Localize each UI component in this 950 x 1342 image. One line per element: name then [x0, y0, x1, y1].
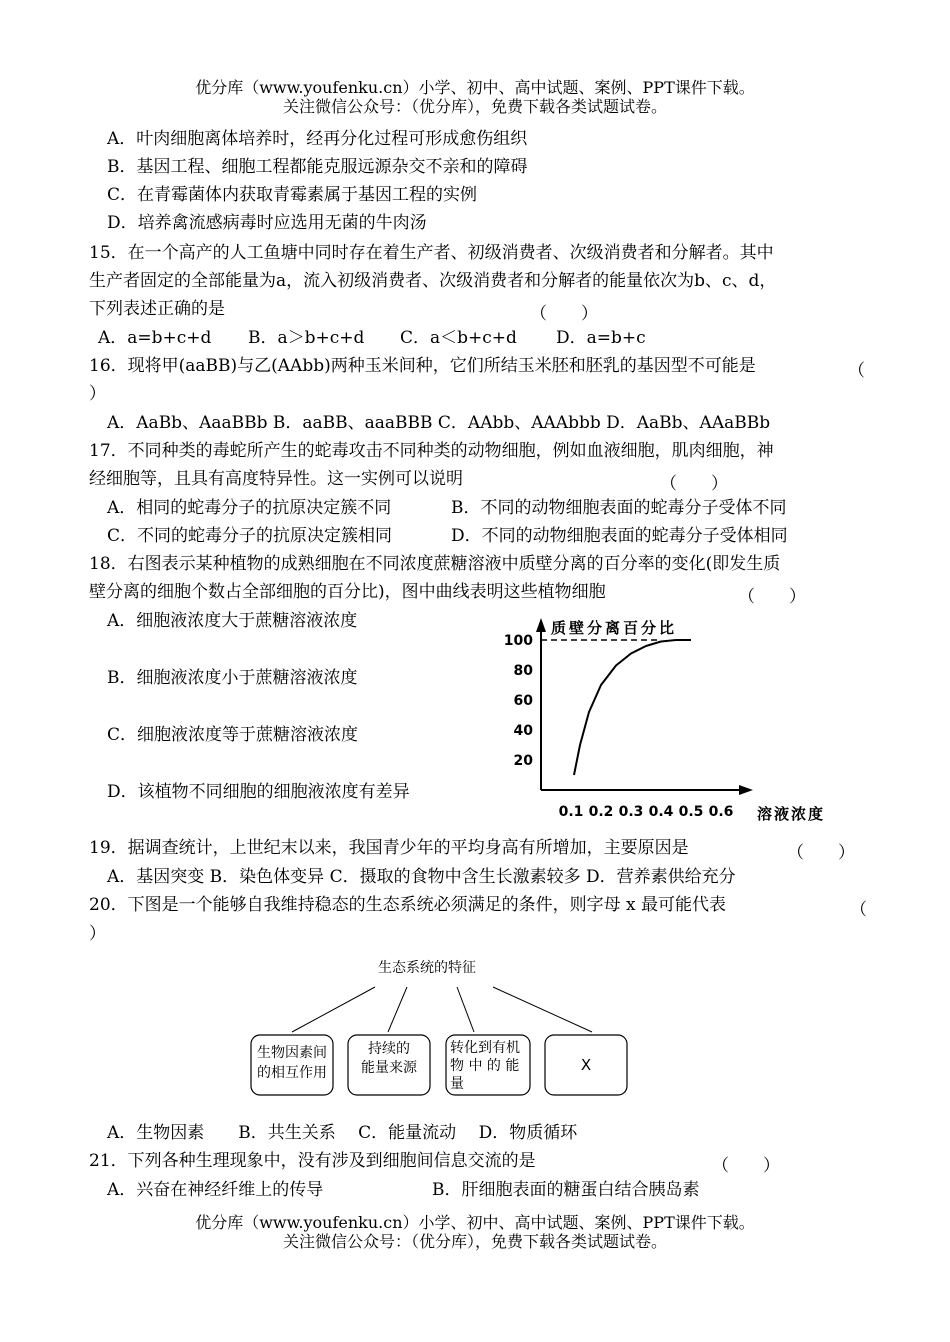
chart-series-line [574, 640, 691, 775]
q17-option-a: A．相同的蛇毒分子的抗原决定簇不同 [107, 498, 392, 518]
q18-option-a: A．细胞液浓度大于蔗糖溶液浓度 [107, 611, 358, 631]
diagram-box-x-label: X [580, 1056, 592, 1074]
header-line-2: 关注微信公众号：（优分库），免费下载各类试题试卷。 [282, 97, 667, 116]
footer-line-1: 优分库（www.youfenku.cn）小学、初中、高中试题、案例、PPT课件下载。 [195, 1213, 755, 1232]
q18-stem-line-2: 壁分离的细胞个数占全部细胞的百分比)，图中曲线表明这些植物细胞 [89, 582, 606, 602]
chart-x-tick-label: 0.1 [558, 804, 584, 820]
ecosystem-diagram [240, 950, 640, 1105]
q20-paren-close: ） [89, 924, 106, 944]
chart-y-tick-label: 80 [513, 663, 533, 679]
diagram-connector-3 [457, 987, 474, 1032]
header-line-1: 优分库（www.youfenku.cn）小学、初中、高中试题、案例、PPT课件下载。 [195, 78, 755, 97]
q16-paren-close: ） [89, 384, 106, 404]
q17-option-b: B．不同的动物细胞表面的蛇毒分子受体不同 [451, 498, 787, 518]
q19-options: A．基因突变 B．染色体变异 C．摄取的食物中含生长激素较多 D．营养素供给充分 [107, 867, 736, 887]
chart-axes [536, 618, 753, 795]
chart-y-ticks [504, 633, 533, 769]
q15-stem-line-1: 15．在一个高产的人工鱼塘中同时存在着生产者、初级消费者、次级消费者和分解者。其中 [89, 243, 774, 263]
q16-paren-open: （ [848, 361, 865, 381]
diagram-box-interaction-line-2: 的相互作用 [257, 1065, 327, 1081]
diagram-box-interaction-line-1: 生物因素间 [257, 1045, 327, 1061]
diagram-box-energy-source-line-1: 持续的 [368, 1041, 410, 1057]
diagram-box-organic-energy-line-1: 转化到有机 [450, 1040, 520, 1056]
q16-stem-line-1: 16．现将甲(aaBB)与乙(AAbb)两种玉米间种，它们所结玉米胚和胚乳的基因型不可能是 [89, 356, 756, 376]
q21-option-a: A．兴奋在神经纤维上的传导 [107, 1180, 324, 1200]
q15-option-a: A．a=b+c+d [98, 328, 212, 348]
q17-option-c: C．不同的蛇毒分子的抗原决定簇相同 [107, 526, 393, 546]
chart-x-tick-label: 0.3 [618, 804, 644, 820]
q17-stem-line-1: 17．不同种类的毒蛇所产生的蛇毒攻击不同种类的动物细胞，例如血液细胞，肌肉细胞，神 [89, 441, 774, 461]
q15-option-c: C．a＜b+c+d [400, 328, 517, 348]
q21-answer-paren: （ ） [712, 1156, 780, 1176]
chart-y-axis-label: 质壁分离百分比 [551, 619, 678, 637]
diagram-box-organic-energy-line-3: 量 [450, 1076, 464, 1092]
q15-stem-line-3: 下列表述正确的是 [89, 299, 225, 319]
chart-y-tick-label: 60 [513, 693, 533, 709]
diagram-root-label: 生态系统的特征 [378, 960, 476, 976]
q21-stem-line-1: 21．下列各种生理现象中，没有涉及到细胞间信息交流的是 [89, 1151, 536, 1171]
plasmolysis-chart [495, 612, 855, 830]
chart-series [541, 640, 691, 775]
q15-answer-paren: （ ） [530, 304, 598, 324]
q18-option-b: B．细胞液浓度小于蔗糖溶液浓度 [107, 668, 358, 688]
q19-stem-line-1: 19．据调查统计，上世纪末以来，我国青少年的平均身高有所增加，主要原因是 [89, 838, 689, 858]
q18-option-d: D．该植物不同细胞的细胞液浓度有差异 [107, 782, 410, 802]
chart-x-axis-label: 溶液浓度 [757, 805, 826, 823]
q15-stem-line-2: 生产者固定的全部能量为a，流入初级消费者、次级消费者和分解者的能量依次为b、c、d， [89, 271, 777, 291]
q18-answer-paren: （ ） [738, 587, 806, 607]
chart-x-axis-arrow [739, 785, 753, 795]
chart-y-tick-label: 20 [513, 753, 533, 769]
q14-option-c: C．在青霉菌体内获取青霉素属于基因工程的实例 [107, 185, 478, 205]
q14-option-b: B．基因工程、细胞工程都能克服远源杂交不亲和的障碍 [107, 157, 528, 177]
diagram-connector-1 [292, 987, 375, 1032]
diagram-connector-2 [388, 987, 407, 1032]
q20-paren-open: （ [850, 900, 867, 920]
diagram-box-energy-source-line-2: 能量来源 [361, 1060, 417, 1076]
q17-answer-paren: （ ） [660, 474, 728, 494]
chart-x-tick-label: 0.5 [678, 804, 704, 820]
chart-x-ticks [559, 804, 734, 820]
q17-option-d: D．不同的动物细胞表面的蛇毒分子受体相同 [451, 526, 788, 546]
chart-y-tick-label: 100 [503, 633, 533, 649]
q15-option-d: D．a=b+c [556, 328, 646, 348]
q15-option-b: B．a＞b+c+d [248, 328, 365, 348]
q14-option-d: D．培养禽流感病毒时应选用无菌的牛肉汤 [107, 213, 427, 233]
q18-stem-line-1: 18．右图表示某种植物的成熟细胞在不同浓度蔗糖溶液中质壁分离的百分率的变化(即发生质 [89, 554, 781, 574]
q14-option-a: A．叶肉细胞离体培养时，经再分化过程可形成愈伤组织 [107, 129, 528, 149]
q17-stem-line-2: 经细胞等，且具有高度特异性。这一实例可以说明 [89, 469, 463, 489]
q18-option-c: C．细胞液浓度等于蔗糖溶液浓度 [107, 725, 359, 745]
q19-answer-paren: （ ） [787, 843, 855, 863]
footer-line-2: 关注微信公众号：（优分库），免费下载各类试题试卷。 [282, 1232, 667, 1251]
chart-x-tick-label: 0.6 [708, 804, 734, 820]
chart-x-tick-label: 0.2 [588, 804, 614, 820]
q21-option-b: B．肝细胞表面的糖蛋白结合胰岛素 [432, 1180, 700, 1200]
diagram-connector-4 [493, 987, 592, 1032]
q16-options: A．AaBb、AaaBBb B．aaBB、aaaBBB C．AAbb、AAAbbb D．AaBb、AAaBBb [107, 413, 771, 433]
q20-options: A．生物因素 B．共生关系 C．能量流动 D．物质循环 [107, 1123, 578, 1143]
diagram-box-organic-energy-line-2: 物 中 的 能 [450, 1058, 520, 1074]
chart-y-tick-label: 40 [513, 723, 533, 739]
q20-stem-line-1: 20．下图是一个能够自我维持稳态的生态系统必须满足的条件，则字母 x 最可能代表 [89, 895, 727, 915]
chart-y-axis-arrow [536, 618, 546, 632]
chart-x-tick-label: 0.4 [648, 804, 674, 820]
